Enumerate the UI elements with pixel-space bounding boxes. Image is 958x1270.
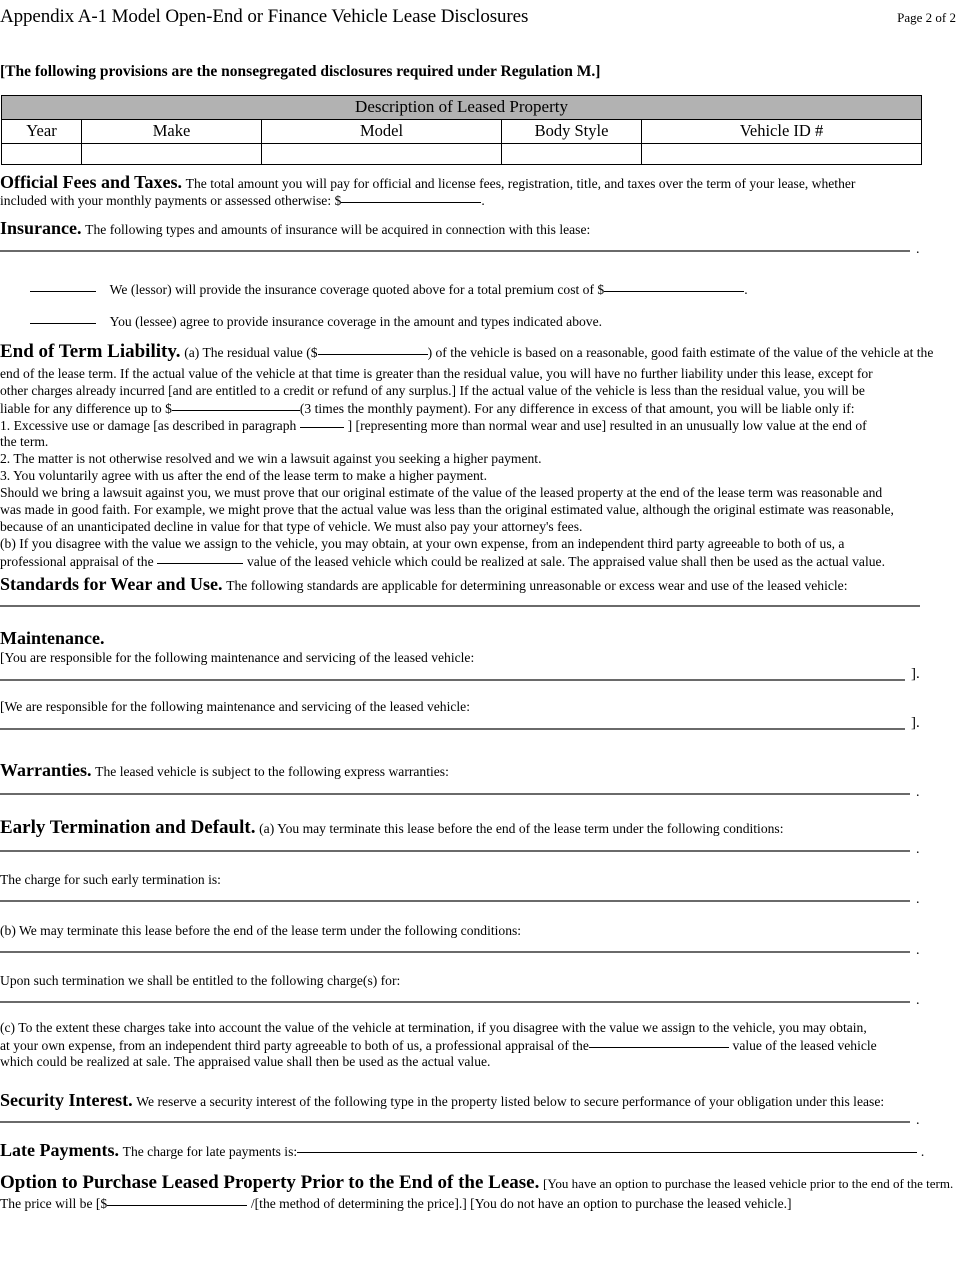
- warranties-text: The leased vehicle is subject to the following express warranties:: [95, 764, 449, 779]
- security-interest-rule[interactable]: [0, 1121, 910, 1123]
- end-of-term-line11: because of an unanticipated decline in value for that type of vehicle. We must also pay your attorney's fees.: [0, 519, 583, 534]
- leased-property-table: [1, 95, 922, 165]
- early-termination-a-rule[interactable]: [0, 850, 910, 852]
- insurance-intro: The following types and amounts of insurance will be acquired in connection with this lease:: [85, 222, 591, 237]
- section-heading-standards: Standards for Wear and Use.: [0, 574, 223, 594]
- end-of-term-b-prefix: professional appraisal of the: [0, 554, 154, 569]
- insurance-premium-blank[interactable]: [604, 281, 744, 292]
- early-termination-c-prefix: at your own expense, from an independent third party agreeable to both of us, a professional appraisal of the: [0, 1038, 589, 1053]
- early-termination-b-rule[interactable]: [0, 951, 910, 953]
- section-heading-end-of-term: End of Term Liability.: [0, 341, 181, 362]
- insurance-lessee-checkbox-blank[interactable]: [30, 312, 96, 324]
- late-payments-charge-blank[interactable]: [297, 1142, 917, 1153]
- section-warranties: [0, 762, 940, 781]
- early-termination-c-line3: which could be realized at sale. The appraised value shall then be used as the actual value.: [0, 1054, 491, 1069]
- insurance-option-lessee: [30, 312, 602, 331]
- early-termination-upon-period: .: [916, 993, 920, 1008]
- table-caption-row: [2, 96, 922, 120]
- early-termination-charge-label: The charge for such early termination is:: [0, 872, 221, 887]
- appraisal-value-type-blank[interactable]: [157, 553, 243, 564]
- insurance-lessor-period: .: [744, 282, 748, 297]
- early-termination-b-period: .: [916, 943, 920, 958]
- early-termination-charge-period: .: [916, 892, 920, 907]
- insurance-rule-period: .: [916, 242, 920, 257]
- section-heading-insurance: Insurance.: [0, 218, 82, 238]
- insurance-lessor-checkbox-blank[interactable]: [30, 280, 96, 292]
- end-of-term-b-line1: (b) If you disagree with the value we assign to the vehicle, you may obtain, at your own expense, from an independent third party agreeable to both of us, a: [0, 536, 845, 551]
- end-of-term-line6: the term.: [0, 434, 49, 449]
- option-to-purchase-prefix: The price will be [$: [0, 1196, 108, 1211]
- end-of-term-item1: [0, 417, 940, 435]
- warranties-rule-period: .: [916, 785, 920, 800]
- insurance-lessee-text: You (lessee) agree to provide insurance coverage in the amount and types indicated above.: [109, 314, 603, 329]
- purchase-price-blank[interactable]: [107, 1195, 247, 1206]
- official-fees-line1: The total amount you will pay for official and license fees, registration, title, and taxes over the term of your lease, whether: [185, 176, 856, 191]
- security-interest-period: .: [916, 1113, 920, 1128]
- column-header-model: Model: [262, 120, 502, 144]
- end-of-term-item1-prefix: 1. Excessive use or damage [as described in paragraph: [0, 418, 297, 433]
- early-termination-c-line1: (c) To the extent these charges take into account the value of the vehicle at termination, if you disagree with the value we assign to the vehicle, you may obtain,: [0, 1020, 867, 1035]
- section-option-to-purchase: [0, 1172, 955, 1193]
- regulation-note: [The following provisions are the nonsegregated disclosures required under Regulation M.]: [0, 63, 601, 80]
- section-early-termination: [0, 817, 940, 838]
- late-payments-period: .: [920, 1144, 925, 1159]
- column-header-year: Year: [2, 120, 82, 144]
- cell-year[interactable]: [2, 144, 82, 165]
- standards-text: The following standards are applicable for determining unreasonable or excess wear and use of the leased vehicle:: [226, 578, 848, 593]
- end-of-term-b-line2: [0, 553, 940, 571]
- early-termination-upon-rule[interactable]: [0, 1001, 910, 1003]
- end-of-term-a-prefix: (a) The residual value ($: [184, 345, 318, 360]
- section-heading-maintenance: Maintenance.: [0, 628, 105, 648]
- section-heading-security-interest: Security Interest.: [0, 1090, 133, 1110]
- section-official-fees: [0, 174, 930, 193]
- early-termination-upon-label: Upon such termination we shall be entitled to the following charge(s) for:: [0, 973, 401, 988]
- section-heading-late-payments: Late Payments.: [0, 1140, 119, 1160]
- column-header-body-style: Body Style: [502, 120, 642, 144]
- official-fees-line2: [0, 192, 485, 210]
- end-of-term-line4: [0, 400, 940, 418]
- end-of-term-item3: 3. You voluntarily agree with us after the end of the lease term to make a higher payment.: [0, 468, 487, 483]
- end-of-term-item2: 2. The matter is not otherwise resolved and we win a lawsuit against you seeking a higher payment.: [0, 451, 542, 466]
- end-of-term-l4-prefix: liable for any difference up to $: [0, 401, 172, 416]
- end-of-term-line10: was made in good faith. For example, we might prove that the actual value was less than the original estimated value, although the original estimate was reasonable,: [0, 502, 894, 517]
- section-end-of-term: [0, 341, 940, 362]
- early-termination-a-period: .: [916, 842, 920, 857]
- cell-vehicle-id[interactable]: [642, 144, 922, 165]
- column-header-make: Make: [82, 120, 262, 144]
- option-to-purchase-line1: [You have an option to purchase the leased vehicle prior to the end of the term.: [543, 1176, 954, 1191]
- option-to-purchase-line2: [0, 1195, 950, 1213]
- maintenance-lessor-label: [We are responsible for the following maintenance and servicing of the leased vehicle:: [0, 699, 470, 714]
- insurance-lessor-text: We (lessor) will provide the insurance coverage quoted above for a total premium cost of $: [109, 282, 605, 297]
- cell-make[interactable]: [82, 144, 262, 165]
- column-header-vehicle-id: Vehicle ID #: [642, 120, 922, 144]
- section-heading-option-to-purchase: Option to Purchase Leased Property Prior to the End of the Lease.: [0, 1172, 540, 1193]
- end-of-term-line2: end of the lease term. If the actual value of the vehicle at that time is greater than the residual value, you will have no further liability under this lease, except for: [0, 366, 873, 381]
- end-of-term-line9: Should we bring a lawsuit against you, we must prove that our original estimate of the value of the leased property at the end of the lease term was reasonable and: [0, 485, 883, 500]
- section-late-payments: [0, 1142, 950, 1161]
- early-termination-appraisal-blank[interactable]: [589, 1037, 729, 1048]
- maintenance-lessor-rule[interactable]: [0, 728, 905, 730]
- maintenance-lessee-rule-tail: ].: [911, 666, 920, 682]
- late-payments-text: The charge for late payments is:: [122, 1144, 298, 1159]
- end-of-term-item1-suffix: ] [representing more than normal wear and use] resulted in an unusually low value at the end of: [347, 418, 867, 433]
- document-header: [0, 6, 958, 32]
- section-heading-official-fees: Official Fees and Taxes.: [0, 172, 183, 192]
- page-number: Page 2 of 2: [897, 10, 956, 25]
- end-of-term-l4-suffix: (3 times the monthly payment). For any difference in excess of that amount, you will be liable only if:: [299, 401, 855, 416]
- section-heading-warranties: Warranties.: [0, 760, 92, 780]
- section-standards: [0, 576, 940, 595]
- insurance-option-lessor: [30, 280, 748, 299]
- warranties-fill-rule[interactable]: [0, 793, 910, 795]
- page-title: Appendix A-1 Model Open-End or Finance Vehicle Lease Disclosures: [0, 6, 529, 27]
- maintenance-lessor-rule-tail: ].: [911, 715, 920, 731]
- official-fees-line2-prefix: included with your monthly payments or assessed otherwise: $: [0, 193, 342, 208]
- cell-body-style[interactable]: [502, 144, 642, 165]
- end-of-term-a-suffix: ) of the vehicle is based on a reasonable, good faith estimate of the value of the vehicle at the: [427, 345, 934, 360]
- section-heading-early-termination: Early Termination and Default.: [0, 817, 256, 838]
- residual-value-blank[interactable]: [318, 344, 428, 355]
- official-fees-amount-blank[interactable]: [341, 192, 481, 203]
- early-termination-a-text: (a) You may terminate this lease before the end of the lease term under the following conditions:: [259, 821, 784, 836]
- end-of-term-line3: other charges already incurred [and are entitled to a credit or refund of any surplus.] If the actual value of the vehicle is less than the residual value, you will be: [0, 383, 865, 398]
- security-interest-text: We reserve a security interest of the following type in the property listed below to secure performance of your obligation under this lease:: [136, 1094, 885, 1109]
- section-security-interest: [0, 1092, 940, 1111]
- official-fees-line2-suffix: .: [481, 193, 485, 208]
- insurance-fill-rule[interactable]: [0, 250, 910, 252]
- difference-cap-blank[interactable]: [172, 400, 300, 411]
- table-header-row: [2, 120, 922, 144]
- early-termination-charge-rule[interactable]: [0, 900, 910, 902]
- standards-fill-rule[interactable]: [0, 605, 920, 607]
- cell-model[interactable]: [262, 144, 502, 165]
- early-termination-c-suffix: value of the leased vehicle: [732, 1038, 877, 1053]
- maintenance-lessee-rule[interactable]: [0, 679, 905, 681]
- option-to-purchase-suffix: /[the method of determining the price].] [You do not have an option to purchase the leased vehicle.]: [250, 1196, 792, 1211]
- end-of-term-b-suffix: value of the leased vehicle which could be realized at sale. The appraised value shall then be used as the actual value.: [246, 554, 885, 569]
- paragraph-reference-blank[interactable]: [300, 417, 344, 428]
- early-termination-c-line2: [0, 1037, 940, 1055]
- table-row: [2, 144, 922, 165]
- section-insurance: [0, 220, 590, 239]
- early-termination-b-text: (b) We may terminate this lease before the end of the lease term under the following conditions:: [0, 923, 522, 938]
- maintenance-lessee-label: [You are responsible for the following maintenance and servicing of the leased vehicle:: [0, 650, 475, 665]
- table-caption: Description of Leased Property: [2, 96, 922, 120]
